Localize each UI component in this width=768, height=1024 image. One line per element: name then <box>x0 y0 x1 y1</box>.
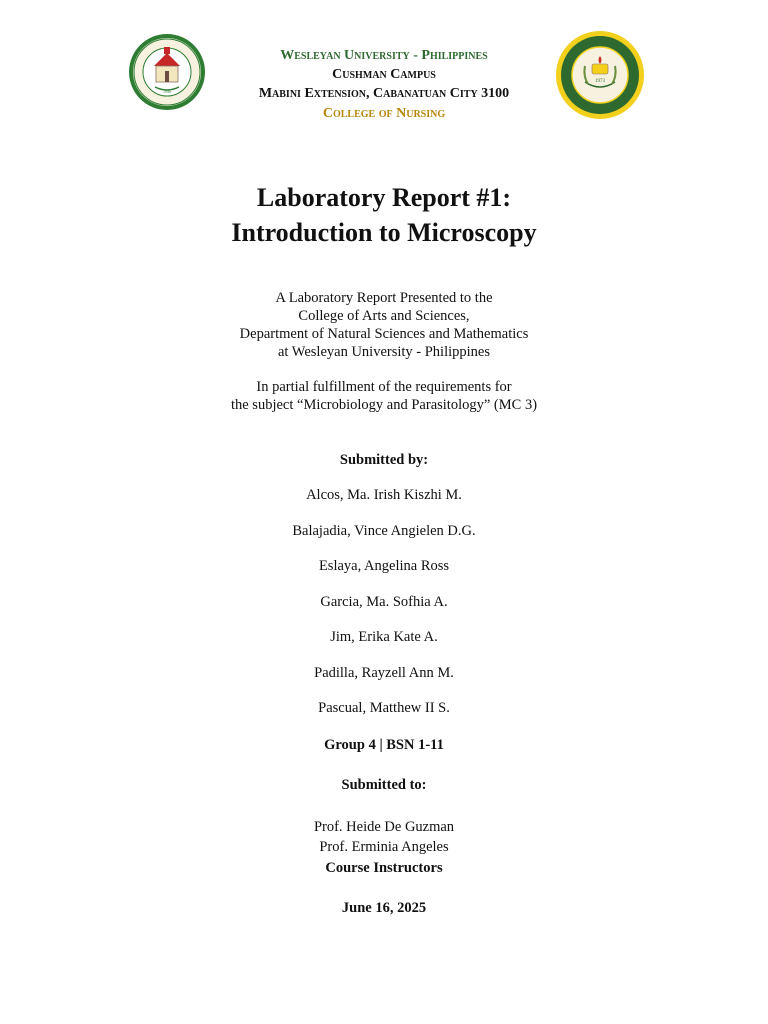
university-seal-logo <box>128 33 206 111</box>
svg-text:1973: 1973 <box>595 79 605 84</box>
submission-date: June 16, 2025 <box>341 900 427 916</box>
member-name: Pascual, Matthew II S. <box>318 700 450 716</box>
instructor-name: Prof. Heide De Guzman <box>313 819 455 835</box>
instructor-name: Prof. Erminia Angeles <box>319 839 449 855</box>
report-title-line-1: Laboratory Report #1: <box>256 183 512 212</box>
fulfillment-line-2: the subject “Microbiology and Parasitology” (MC 3) <box>230 397 538 413</box>
campus-address: Mabini Extension, Cabanatuan City 3100 <box>258 86 510 101</box>
member-name: Alcos, Ma. Irish Kiszhi M. <box>306 487 462 503</box>
member-name: Padilla, Rayzell Ann M. <box>314 665 454 681</box>
instructor-role: Course Instructors <box>325 860 443 876</box>
submitted-to-label: Submitted to: <box>341 777 427 793</box>
report-title-line-2: Introduction to Microscopy <box>231 218 537 247</box>
campus-name: Cushman Campus <box>332 67 436 82</box>
document-header <box>0 0 768 140</box>
college-of-nursing-seal-logo <box>555 30 645 120</box>
presentation-line-4: at Wesleyan University - Philippines <box>277 344 490 360</box>
presentation-line-2: College of Arts and Sciences, <box>298 308 470 324</box>
member-name: Jim, Erika Kate A. <box>330 629 438 645</box>
presentation-line-3: Department of Natural Sciences and Mathematics <box>239 326 529 342</box>
institution-name: Wesleyan University - Philippines <box>280 48 488 63</box>
group-section: Group 4 | BSN 1-11 <box>324 737 444 753</box>
presentation-line-1: A Laboratory Report Presented to the <box>275 290 493 306</box>
member-name: Balajadia, Vince Angielen D.G. <box>292 523 476 539</box>
member-name: Garcia, Ma. Sofhia A. <box>320 594 448 610</box>
svg-text:1946: 1946 <box>163 89 171 94</box>
submitted-by-label: Submitted by: <box>339 452 429 468</box>
member-name: Eslaya, Angelina Ross <box>318 558 450 574</box>
college-name: College of Nursing <box>322 106 446 121</box>
fulfillment-line-1: In partial fulfillment of the requirements for <box>256 379 512 395</box>
